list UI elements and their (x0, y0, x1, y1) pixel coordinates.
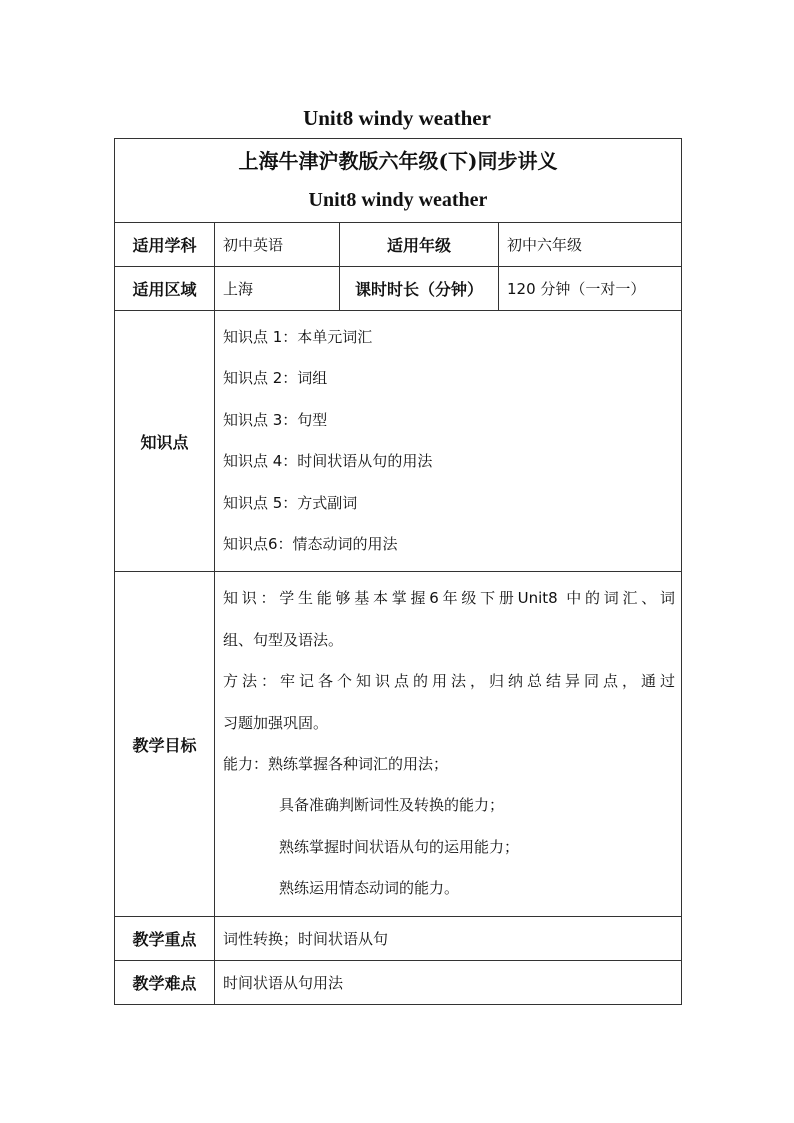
header-row (115, 139, 682, 223)
knowledge-item: 知识点 3：句型 (223, 410, 328, 429)
knowledge-item: 知识点 1：本单元词汇 (223, 328, 373, 346)
objective-line: 知识：学生能够基本掌握6年级下册Unit8 中的词汇、词 (223, 589, 675, 608)
knowledge-label: 知识点 (115, 311, 215, 572)
key-points-label: 教学重点 (115, 916, 215, 960)
objective-line: 熟练掌握时间状语从句的运用能力； (279, 837, 520, 856)
subject-row (115, 223, 682, 267)
objective-line: 能力：熟练掌握各种词汇的用法； (223, 755, 449, 774)
objectives-label: 教学目标 (115, 572, 215, 916)
objective-line: 习题加强巩固。 (223, 713, 329, 732)
difficult-points-value: 时间状语从句用法 (215, 960, 682, 1004)
grade-label: 适用年级 (340, 223, 499, 267)
objectives-list (215, 572, 682, 916)
knowledge-row (115, 311, 682, 572)
objective-line: 方法：牢记各个知识点的用法，归纳总结异同点，通过 (223, 672, 675, 691)
duration-value: 120 分钟（一对一） (499, 267, 682, 311)
duration-label: 课时时长（分钟） (340, 267, 499, 311)
knowledge-list (215, 311, 682, 572)
objectives-row (115, 572, 682, 916)
grade-value: 初中六年级 (499, 223, 682, 267)
difficult-points-row (115, 960, 682, 1004)
objective-line: 具备准确判断词性及转换的能力； (279, 796, 505, 815)
key-points-row (115, 916, 682, 960)
objective-line: 组、句型及语法。 (223, 630, 344, 649)
knowledge-item: 知识点 5：方式副词 (223, 493, 358, 512)
region-label: 适用区域 (115, 267, 215, 311)
lesson-plan-table (114, 138, 682, 1005)
region-row (115, 267, 682, 311)
subject-label: 适用学科 (115, 223, 215, 267)
header-cell (115, 139, 682, 223)
subject-value: 初中英语 (215, 223, 340, 267)
key-points-value: 词性转换；时间状语从句 (215, 916, 682, 960)
difficult-points-label: 教学难点 (115, 960, 215, 1004)
document-title: Unit8 windy weather (303, 106, 491, 130)
header-title: 上海牛津沪教版六年级(下)同步讲义 (238, 149, 558, 173)
region-value: 上海 (215, 267, 340, 311)
objective-line: 熟练运用情态动词的能力。 (279, 879, 460, 898)
knowledge-item: 知识点 4：时间状语从句的用法 (223, 452, 433, 471)
header-subtitle: Unit8 windy weather (308, 189, 488, 211)
knowledge-item: 知识点 2：词组 (223, 369, 328, 388)
knowledge-item: 知识点6：情态动词的用法 (223, 535, 398, 554)
